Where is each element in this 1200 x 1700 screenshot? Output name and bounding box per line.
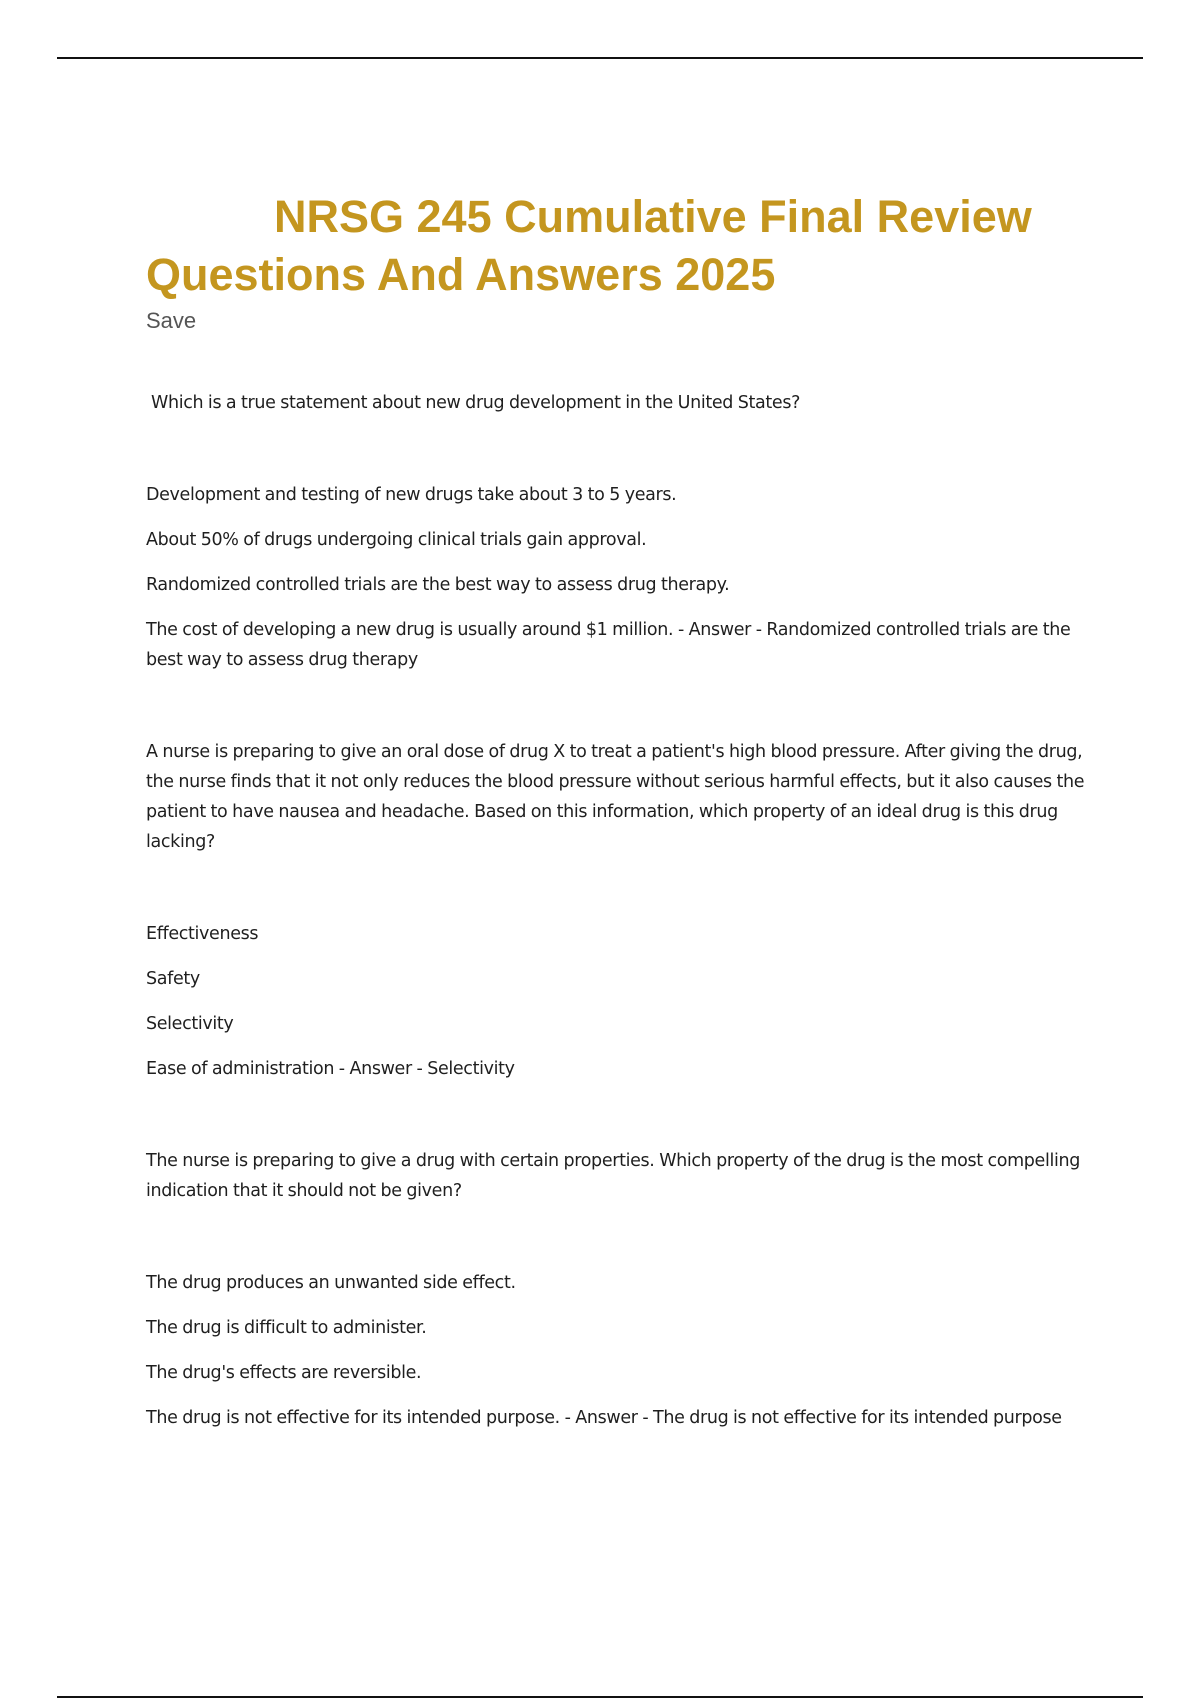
question-1-options	[146, 480, 1086, 675]
question-3-option-2: The drug is difficult to administer.	[146, 1318, 427, 1338]
question-1-option-1: Development and testing of new drugs take about 3 to 5 years.	[146, 485, 677, 505]
question-1-option-2: About 50% of drugs undergoing clinical trials gain approval.	[146, 530, 647, 550]
bottom-rule	[57, 1696, 1143, 1698]
question-2-options	[146, 919, 1086, 1084]
question-2: A nurse is preparing to give an oral dose of drug X to treat a patient's high blood pressure. After giving the drug, the nurse finds that it not only reduces the blood pressure without serious harmful effects, but it also causes the patient to have nausea and headache. Based on this information, which property of an ideal drug is this drug lacking?	[146, 742, 1085, 852]
question-2-option-1: Effectiveness	[146, 924, 259, 944]
save-link[interactable]: Save	[146, 308, 197, 333]
question-2-option-4-answer: Ease of administration - Answer - Selectivity	[146, 1059, 515, 1079]
question-1: Which is a true statement about new drug development in the United States?	[151, 393, 801, 413]
question-3: The nurse is preparing to give a drug with certain properties. Which property of the drug is the most compelling indication that it should not be given?	[146, 1151, 1081, 1201]
question-1-option-4-answer: The cost of developing a new drug is usually around $1 million. - Answer - Randomized controlled trials are the best way to assess drug therapy	[146, 620, 1071, 670]
question-3-option-3: The drug's effects are reversible.	[146, 1363, 422, 1383]
document-body	[146, 188, 1086, 1433]
question-2-option-3: Selectivity	[146, 1014, 234, 1034]
question-2-option-2: Safety	[146, 969, 200, 989]
question-3-option-4-answer: The drug is not effective for its intended purpose. - Answer - The drug is not effective for its intended purpose	[146, 1408, 1062, 1428]
top-rule	[57, 57, 1143, 59]
question-3-option-1: The drug produces an unwanted side effect.	[146, 1273, 516, 1293]
question-3-options	[146, 1268, 1086, 1433]
question-1-option-3: Randomized controlled trials are the best way to assess drug therapy.	[146, 575, 730, 595]
document-title: NRSG 245 Cumulative Final Review Questions And Answers 2025	[146, 191, 1032, 300]
